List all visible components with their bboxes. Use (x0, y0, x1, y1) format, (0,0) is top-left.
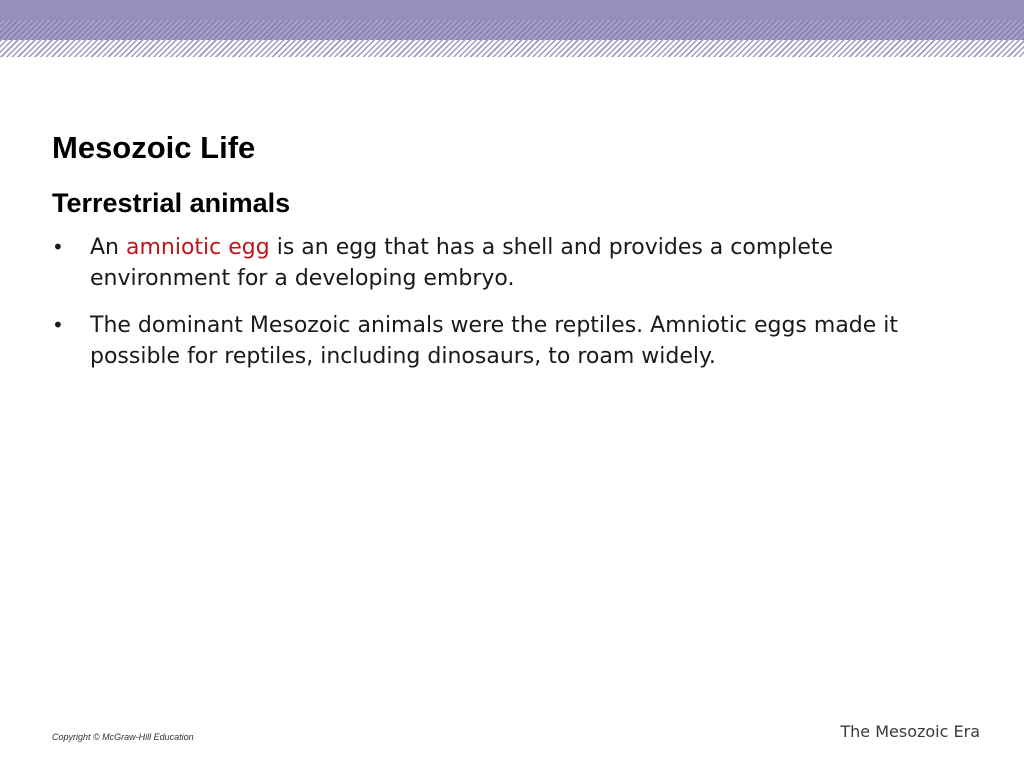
bullet-text-after: is an egg that has a shell and provides a complete environment for a developing embryo. (90, 235, 834, 291)
highlighted-term: amniotic egg (126, 235, 270, 260)
bullet-marker: • (52, 313, 64, 337)
slide-subtitle: Terrestrial animals (52, 188, 291, 218)
copyright-notice: Copyright © McGraw-Hill Education (52, 732, 194, 742)
header-hatch-strip (0, 40, 1024, 57)
bullet-list (52, 232, 932, 388)
footer-section-title: The Mesozoic Era (840, 722, 980, 741)
bullet-text: The dominant Mesozoic animals were the reptiles. Amniotic eggs made it possible for reptiles, including dinosaurs, to roam widely. (90, 313, 899, 369)
slide-title: Mesozoic Life (52, 130, 256, 165)
bullet-item-reptiles (52, 310, 932, 372)
bullet-item-amniotic-egg (52, 232, 932, 294)
header-band (0, 0, 1024, 40)
bullet-marker: • (52, 235, 64, 259)
bullet-text-before: An (90, 235, 126, 260)
header-band-solid (0, 0, 1024, 20)
header-band-hatch (0, 20, 1024, 40)
